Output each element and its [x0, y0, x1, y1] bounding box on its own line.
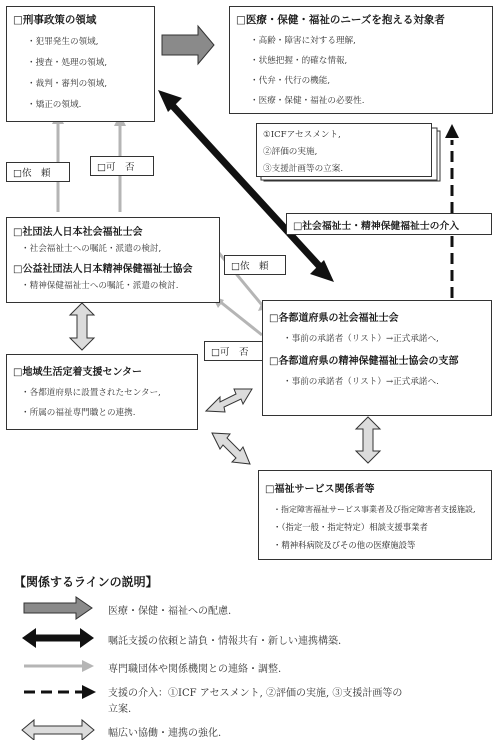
prefecture-assoc-title-1: □各都道府県の社会福祉士会: [269, 313, 399, 324]
outline-double-arrow-lower: [212, 433, 250, 464]
criminal-policy-box: [6, 6, 155, 122]
support-step-item: ③支援計画等の立案.: [263, 164, 344, 174]
subjects-needs-item: ・代弁・代行の機能,: [250, 76, 331, 86]
local-support-center-item: ・各都道府県に設置されたセンター,: [21, 388, 161, 398]
legend-symbol-black-double-arrow: [22, 628, 94, 648]
legend-item-dashed-arrow-cont: 立案.: [108, 704, 132, 715]
national-assoc-item-1: ・社会福祉士への嘱託・派遣の検討,: [21, 244, 162, 254]
outline-double-arrow-vertical-left: [70, 303, 94, 350]
national-assoc-item-2: ・精神保健福祉士への嘱託・派遣の検討.: [21, 281, 179, 291]
legend-item-black-double-arrow: 嘱託支援の依頼と請負・情報共有・新しい連携構築.: [108, 636, 342, 647]
prefecture-assoc-item-2: ・事前の承諾者（リスト）→正式承諾へ.: [283, 377, 439, 387]
support-step-item: ②評価の実施,: [263, 147, 318, 157]
approve-label-1: □可 否: [90, 156, 154, 176]
welfare-service-item: ・（指定一般・指定特定）相談支援事業者: [273, 522, 428, 532]
legend-symbol-gray-block-arrow: [24, 597, 92, 619]
support-steps-box: [256, 123, 432, 177]
subjects-needs-item: ・高齢・障害に対する理解,: [250, 36, 356, 46]
subjects-needs-item: ・状態把握・的確な情報,: [250, 56, 348, 66]
local-support-center-title: □地域生活定着支援センター: [13, 367, 143, 378]
outline-double-arrow-vertical-right: [356, 417, 380, 463]
legend-item-outline-double-arrow: 幅広い協働・連携の強化.: [108, 728, 222, 739]
legend-item-gray-line: 専門職団体や関係機関との連絡・調整.: [108, 664, 282, 675]
outline-double-arrow-upper: [206, 389, 252, 412]
welfare-service-box: [258, 470, 492, 560]
criminal-policy-title: □刑事政策の領域: [13, 14, 97, 26]
criminal-policy-item: ・矯正の領域.: [27, 100, 82, 110]
welfare-service-item: ・精神科病院及びその他の医療施設等: [273, 540, 416, 550]
subjects-needs-item: ・医療・保健・福祉の必要性.: [250, 96, 365, 106]
welfare-service-item: ・指定障害福祉サービス事業者及び指定障害者支援施設,: [273, 505, 476, 514]
criminal-policy-item: ・犯罪発生の領域,: [27, 37, 99, 47]
gray-block-arrow: [162, 26, 214, 64]
prefecture-assoc-item-1: ・事前の承諾者（リスト）→正式承諾へ,: [283, 334, 439, 344]
support-step-item: ①ICFアセスメント,: [263, 130, 341, 140]
national-associations-box: [6, 217, 220, 303]
legend-symbol-dashed-arrow: [24, 685, 96, 699]
intervention-title: □社会福祉士・精神保健福祉士の介入: [293, 221, 460, 232]
request-label-2: □依 頼: [224, 255, 286, 275]
dashed-intervention-arrow: [445, 124, 459, 298]
national-assoc-title-2: □公益社団法人日本精神保健福祉士協会: [13, 264, 193, 275]
national-assoc-title-1: □社団法人日本社会福祉士会: [13, 227, 143, 238]
criminal-policy-item: ・裁判・審判の領域,: [27, 79, 108, 89]
criminal-policy-item: ・捜査・処理の領域,: [27, 58, 108, 68]
intervention-box: [286, 213, 492, 235]
subjects-needs-title: □医療・保健・福祉のニーズを抱える対象者: [236, 14, 445, 26]
local-support-center-box: [6, 354, 198, 430]
local-support-center-item: ・所属の福祉専門職との連携.: [21, 408, 136, 418]
legend-symbol-gray-line: [24, 660, 94, 672]
request-label-1: □依 頼: [6, 162, 70, 182]
legend-item-dashed-arrow: 支援の介入：①ICF アセスメント, ②評価の実施, ③支援計画等の: [108, 688, 403, 699]
welfare-service-title: □福祉サービス関係者等: [265, 484, 375, 495]
approve-label-2: □可 否: [204, 341, 266, 361]
subjects-needs-box: [229, 6, 493, 114]
legend-item-gray-block-arrow: 医療・保健・福祉への配慮.: [108, 606, 232, 617]
legend-symbol-outline-double-arrow: [22, 720, 94, 740]
prefecture-assoc-title-2: □各都道府県の精神保健福祉士協会の支部: [269, 356, 459, 367]
legend-title: 【関係するラインの説明】: [14, 575, 158, 589]
prefecture-associations-box: [262, 300, 492, 416]
